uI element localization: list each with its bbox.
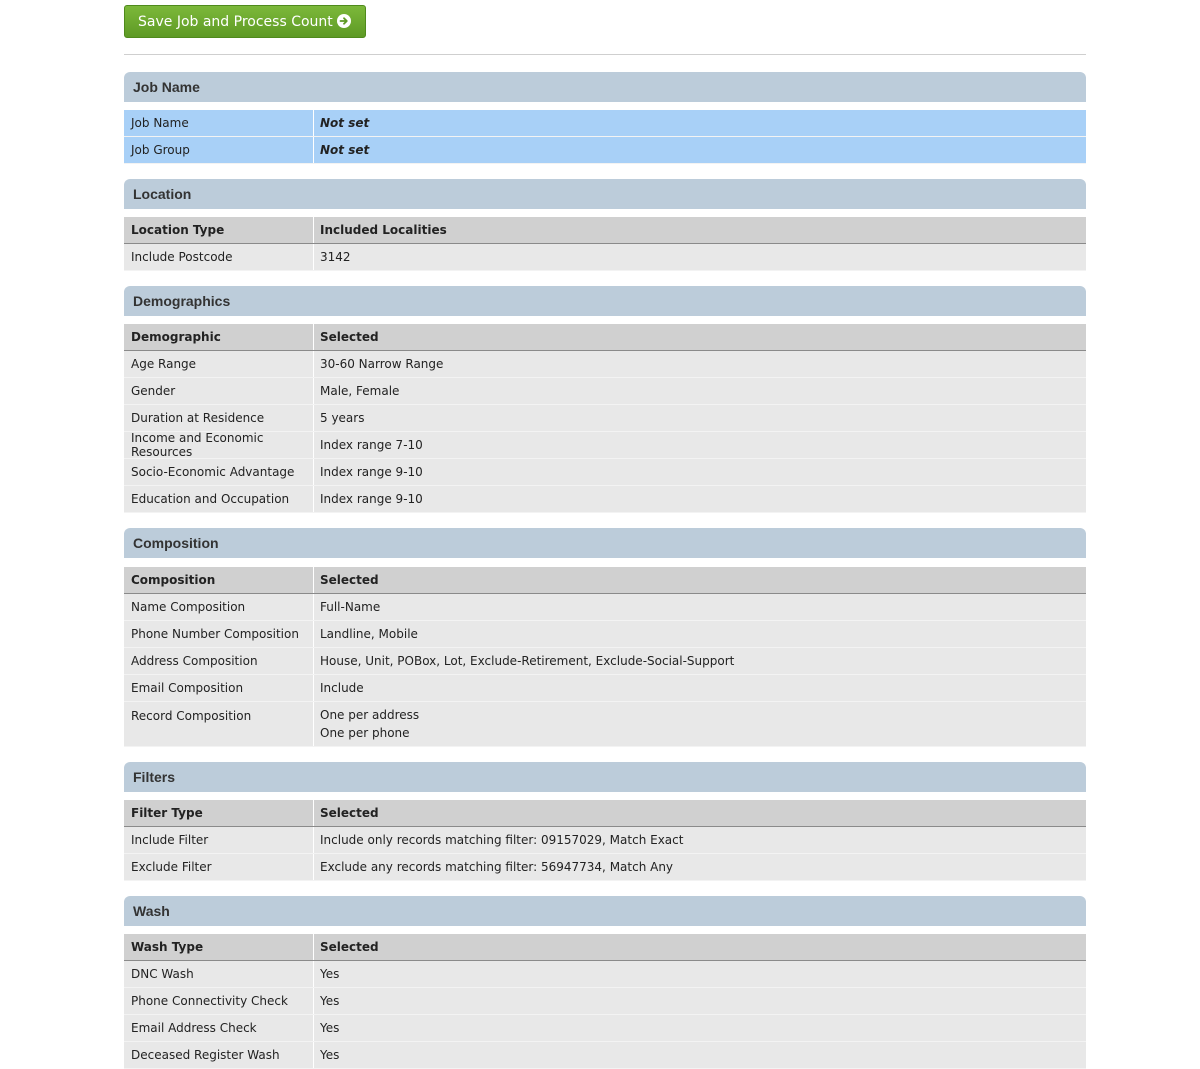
row-label: DNC Wash (124, 961, 314, 987)
table-row (124, 405, 1086, 432)
table-header-row (124, 800, 1086, 827)
table-header-row (124, 217, 1086, 244)
table-row (124, 351, 1086, 378)
row-value: House, Unit, POBox, Lot, Exclude-Retirement, Exclude-Social-Support (320, 654, 735, 668)
row-label: Duration at Residence (124, 405, 314, 431)
column-header: Selected (320, 330, 379, 344)
composition-table (124, 567, 1086, 747)
table-header-row (124, 324, 1086, 351)
row-label: Job Name (124, 110, 314, 136)
row-value: Index range 9-10 (320, 492, 423, 506)
table-row (124, 137, 1086, 164)
job-name-table (124, 110, 1086, 164)
column-header: Location Type (124, 217, 314, 243)
table-row (124, 648, 1086, 675)
filters-table (124, 800, 1086, 881)
location-table (124, 217, 1086, 271)
row-value: Exclude any records matching filter: 56947734, Match Any (320, 860, 674, 874)
section-header-filters: Filters (124, 762, 1086, 792)
row-value: Include (320, 681, 364, 695)
row-label: Income and Economic Resources (124, 432, 314, 458)
row-value: Landline, Mobile (320, 627, 418, 641)
row-value-line: One per address (320, 708, 420, 722)
row-label: Include Postcode (124, 244, 314, 270)
row-label: Exclude Filter (124, 854, 314, 880)
row-value: Male, Female (320, 384, 400, 398)
table-row (124, 459, 1086, 486)
column-header: Demographic (124, 324, 314, 350)
column-header: Composition (124, 567, 314, 593)
table-row (124, 1042, 1086, 1069)
table-row (124, 854, 1086, 881)
column-header: Selected (320, 806, 379, 820)
row-label: Job Group (124, 137, 314, 163)
arrow-right-circle-icon (337, 14, 351, 28)
section-header-wash: Wash (124, 896, 1086, 926)
row-value-line: One per phone (320, 726, 410, 740)
row-label: Deceased Register Wash (124, 1042, 314, 1068)
row-label: Education and Occupation (124, 486, 314, 512)
row-label: Age Range (124, 351, 314, 377)
table-row (124, 1015, 1086, 1042)
table-row (124, 827, 1086, 854)
row-value: Yes (320, 967, 340, 981)
wash-table (124, 934, 1086, 1069)
row-label: Phone Connectivity Check (124, 988, 314, 1014)
save-job-and-process-count-button[interactable] (124, 5, 366, 38)
table-row (124, 378, 1086, 405)
section-header-job-name: Job Name (124, 72, 1086, 102)
row-label: Gender (124, 378, 314, 404)
row-label: Include Filter (124, 827, 314, 853)
row-value: Yes (320, 1021, 340, 1035)
table-row (124, 675, 1086, 702)
row-value: Not set (320, 143, 370, 157)
row-value: 3142 (320, 250, 351, 264)
table-row (124, 594, 1086, 621)
table-row (124, 702, 1086, 747)
column-header: Filter Type (124, 800, 314, 826)
table-row (124, 486, 1086, 513)
row-value: Yes (320, 994, 340, 1008)
row-value: Full-Name (320, 600, 381, 614)
section-header-location: Location (124, 179, 1086, 209)
row-value: Include only records matching filter: 09157029, Match Exact (320, 833, 684, 847)
table-row (124, 988, 1086, 1015)
row-value: 5 years (320, 411, 365, 425)
table-header-row (124, 567, 1086, 594)
row-value: Not set (320, 116, 370, 130)
table-row (124, 432, 1086, 459)
row-label: Socio-Economic Advantage (124, 459, 314, 485)
row-value: Index range 9-10 (320, 465, 423, 479)
section-header-composition: Composition (124, 528, 1086, 558)
table-header-row (124, 934, 1086, 961)
divider (124, 54, 1086, 55)
demographics-table (124, 324, 1086, 513)
row-value (314, 702, 1086, 746)
row-value: 30-60 Narrow Range (320, 357, 444, 371)
row-label: Record Composition (124, 702, 314, 746)
column-header: Wash Type (124, 934, 314, 960)
save-button-label: Save Job and Process Count (138, 13, 333, 30)
row-label: Email Composition (124, 675, 314, 701)
row-label: Address Composition (124, 648, 314, 674)
column-header: Selected (320, 940, 379, 954)
table-row (124, 621, 1086, 648)
row-value: Yes (320, 1048, 340, 1062)
table-row (124, 244, 1086, 271)
column-header: Included Localities (320, 223, 447, 237)
section-header-demographics: Demographics (124, 286, 1086, 316)
table-row (124, 961, 1086, 988)
row-value: Index range 7-10 (320, 438, 423, 452)
table-row (124, 110, 1086, 137)
row-label: Email Address Check (124, 1015, 314, 1041)
row-label: Name Composition (124, 594, 314, 620)
row-label: Phone Number Composition (124, 621, 314, 647)
column-header: Selected (320, 573, 379, 587)
